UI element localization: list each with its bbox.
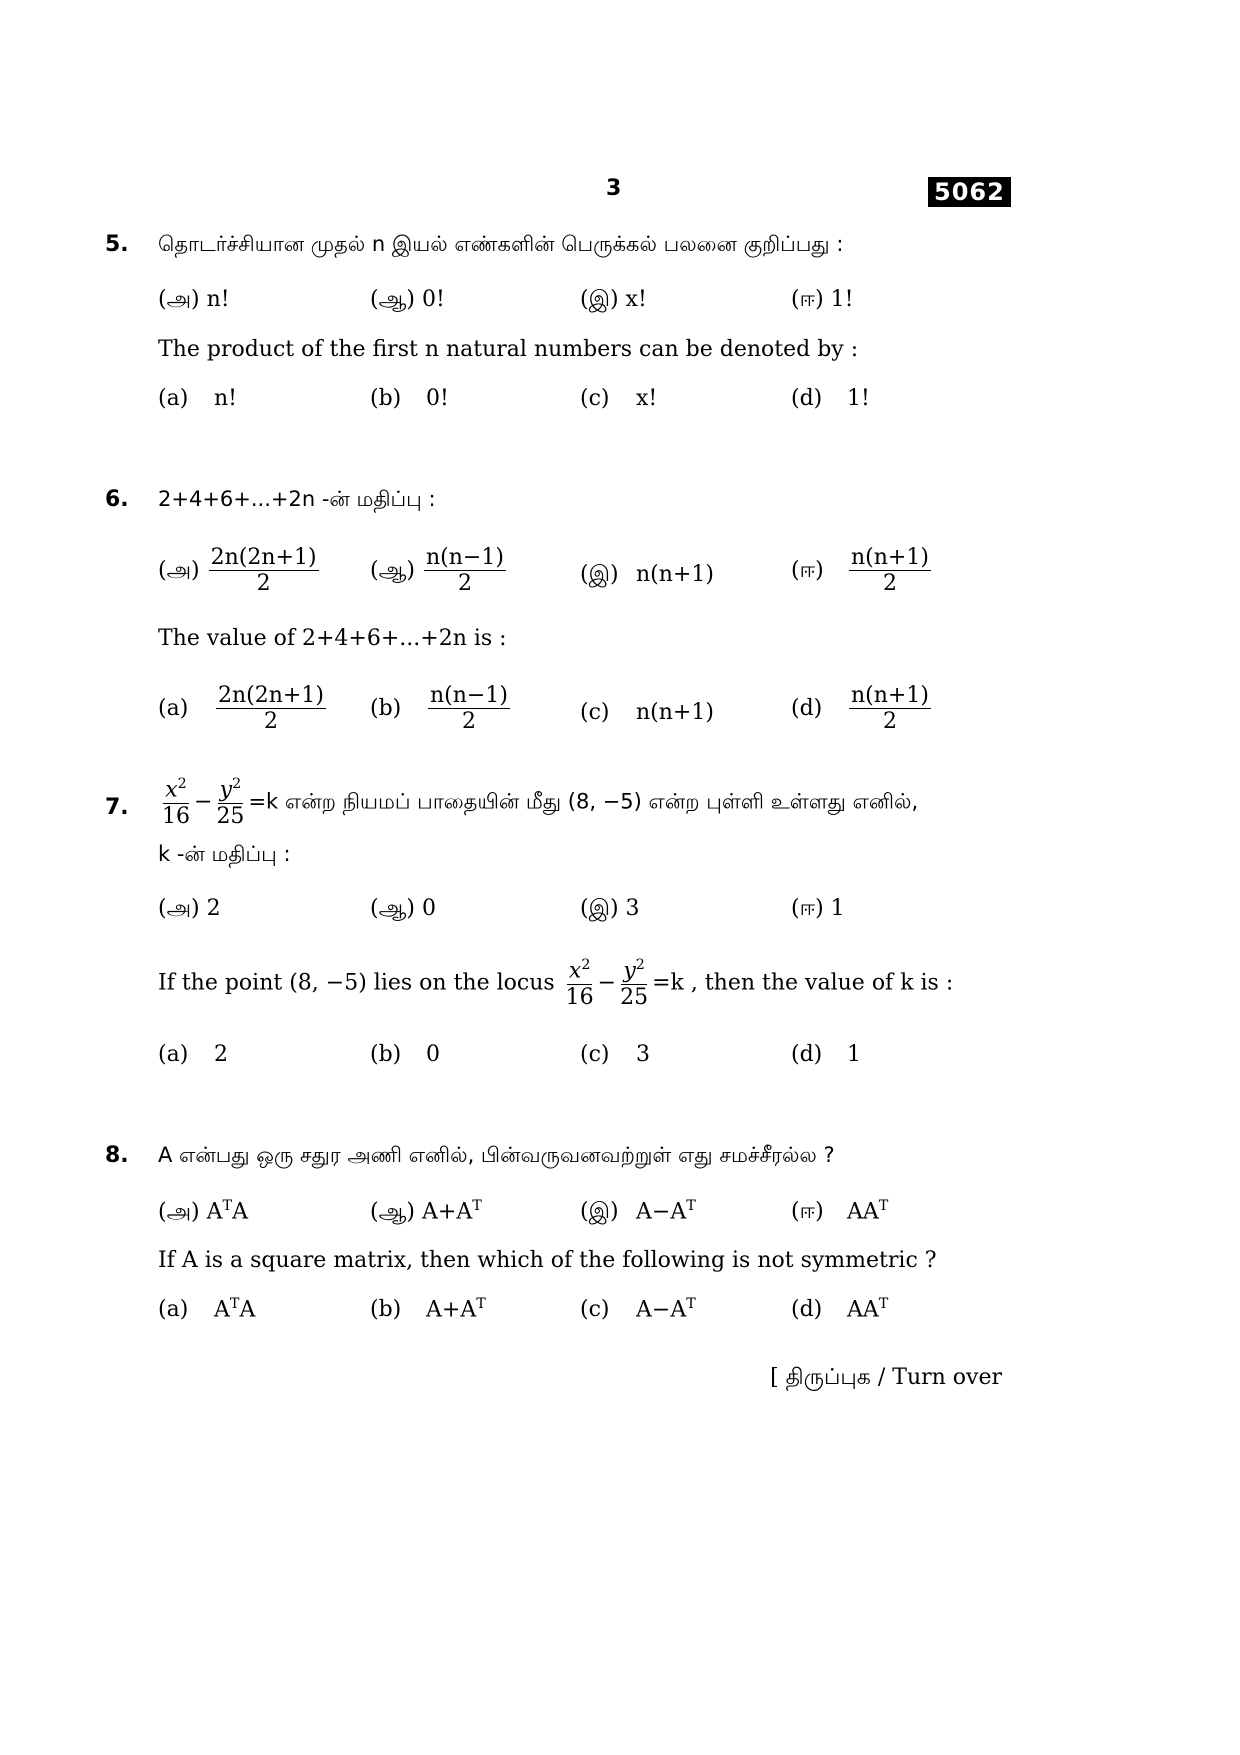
question-number: 5. bbox=[105, 232, 129, 257]
q5-option-d-value: 1! bbox=[847, 386, 870, 411]
fraction-denominator: 2 bbox=[263, 709, 278, 735]
q5-tamil-option-d: (ஈ) 1! bbox=[791, 287, 854, 312]
question-number: 6. bbox=[105, 487, 129, 512]
fraction-denominator: 2 bbox=[461, 709, 476, 735]
q6-tamil-option-a-label: (அ) bbox=[158, 557, 200, 583]
q7-english-text: If the point (8, −5) lies on the locus $\frac{x^2}{16}$ − $\frac{y^2}{25}$ =k , then the value of k is : bbox=[158, 957, 954, 1010]
q7-option-d-label: (d) bbox=[791, 1042, 823, 1067]
q5-tamil-option-a: (அ) n! bbox=[158, 287, 230, 312]
q7-option-d-value: 1 bbox=[847, 1042, 861, 1067]
q7-option-b-value: 0 bbox=[426, 1042, 440, 1067]
q8-tamil-option-b-label: (ஆ) bbox=[370, 1199, 415, 1225]
fraction-denominator: 2 bbox=[457, 571, 472, 597]
q6-option-b-label: (b) bbox=[370, 695, 402, 721]
q5-option-b-label: (b) bbox=[370, 386, 402, 411]
q7-tamil-line2: k -ன் மதிப்பு : bbox=[158, 842, 291, 866]
q7-english-pre: If the point (8, −5) lies on the locus bbox=[158, 970, 555, 996]
q6-option-d-label: (d) bbox=[791, 695, 823, 721]
q6-option-c-label: (c) bbox=[580, 700, 610, 725]
q7-tamil-option-a: (அ) 2 bbox=[158, 896, 221, 921]
q8-option-c-label: (c) bbox=[580, 1297, 610, 1323]
q7-tamil-line1: $\frac{x^2}{16}$ − $\frac{y^2}{25}$ =k என்ற நியமப் பாதையின் மீது (8, −5) என்ற புள்ளி உள்ளது எனில், bbox=[162, 776, 919, 829]
fraction-numerator: 2n(2n+1) bbox=[210, 545, 317, 570]
q7-option-c-value: 3 bbox=[636, 1042, 650, 1067]
q7-option-a-label: (a) bbox=[158, 1042, 189, 1067]
q8-option-d-label: (d) bbox=[791, 1297, 823, 1323]
q5-tamil-option-c: (இ) x! bbox=[580, 287, 647, 312]
q8-tamil-text: A என்பது ஒரு சதுர அணி எனில், பின்வருவனவற்றுள் எது சமச்சீரல்ல ? bbox=[158, 1143, 835, 1167]
page-number: 3 bbox=[606, 176, 622, 201]
q8-option-a-label: (a) bbox=[158, 1297, 189, 1323]
q6-option-a-label: (a) bbox=[158, 695, 189, 721]
q8-tamil-option-a-label: (அ) bbox=[158, 1199, 200, 1225]
q6-tamil-text: 2+4+6+...+2n -ன் மதிப்பு : bbox=[158, 487, 436, 511]
q5-option-d-label: (d) bbox=[791, 386, 823, 411]
q5-option-a-label: (a) bbox=[158, 386, 189, 411]
fraction-denominator: 2 bbox=[882, 709, 897, 735]
paper-code-badge: 5062 bbox=[928, 177, 1011, 207]
q8-tamil-option-c-label: (இ) bbox=[580, 1199, 619, 1225]
q8-english-text: If A is a square matrix, then which of the following is not symmetric ? bbox=[158, 1248, 937, 1273]
q6-english-text: The value of 2+4+6+...+2n is : bbox=[158, 626, 507, 651]
turn-over-note: [ திருப்புக / Turn over bbox=[770, 1365, 1002, 1390]
q5-english-text: The product of the first n natural numbers can be denoted by : bbox=[158, 337, 859, 362]
q6-tamil-option-c-label: (இ) bbox=[580, 562, 619, 587]
q6-option-c-value: n(n+1) bbox=[636, 562, 714, 587]
q5-option-b-value: 0! bbox=[426, 386, 449, 411]
q8-tamil-option-d-label: (ஈ) bbox=[791, 1199, 824, 1225]
q5-option-a-value: n! bbox=[214, 386, 238, 411]
q6-tamil-option-b-label: (ஆ) bbox=[370, 557, 415, 583]
q6-tamil-option-d-label: (ஈ) bbox=[791, 557, 824, 583]
q7-tamil-option-d: (ஈ) 1 bbox=[791, 896, 845, 921]
question-number: 8. bbox=[105, 1143, 129, 1168]
q5-option-c-value: x! bbox=[636, 386, 658, 411]
q7-option-c-label: (c) bbox=[580, 1042, 610, 1067]
fraction-numerator: n(n−1) bbox=[430, 683, 508, 708]
q5-tamil-text: தொடர்ச்சியான முதல் n இயல் எண்களின் பெருக்கல் பலனை குறிப்பது : bbox=[158, 232, 844, 256]
q7-tamil-option-b: (ஆ) 0 bbox=[370, 896, 436, 921]
q7-option-b-label: (b) bbox=[370, 1042, 402, 1067]
q7-tamil-text: =k என்ற நியமப் பாதையின் மீது (8, −5) என்ற புள்ளி உள்ளது எனில், bbox=[248, 789, 919, 814]
q7-option-a-value: 2 bbox=[214, 1042, 228, 1067]
q7-english-post: =k , then the value of k is : bbox=[652, 970, 954, 996]
fraction-numerator: n(n−1) bbox=[426, 545, 504, 570]
fraction-denominator: 2 bbox=[882, 571, 897, 597]
fraction-numerator: n(n+1) bbox=[851, 545, 929, 570]
question-number: 7. bbox=[105, 795, 129, 820]
q5-tamil-option-b: (ஆ) 0! bbox=[370, 287, 445, 312]
q7-tamil-option-c: (இ) 3 bbox=[580, 896, 640, 921]
q5-option-c-label: (c) bbox=[580, 386, 610, 411]
fraction-denominator: 2 bbox=[256, 571, 271, 597]
fraction-numerator: n(n+1) bbox=[851, 683, 929, 708]
q8-option-b-label: (b) bbox=[370, 1297, 402, 1323]
q6-option-c-value: n(n+1) bbox=[636, 700, 714, 725]
fraction-numerator: 2n(2n+1) bbox=[218, 683, 324, 708]
